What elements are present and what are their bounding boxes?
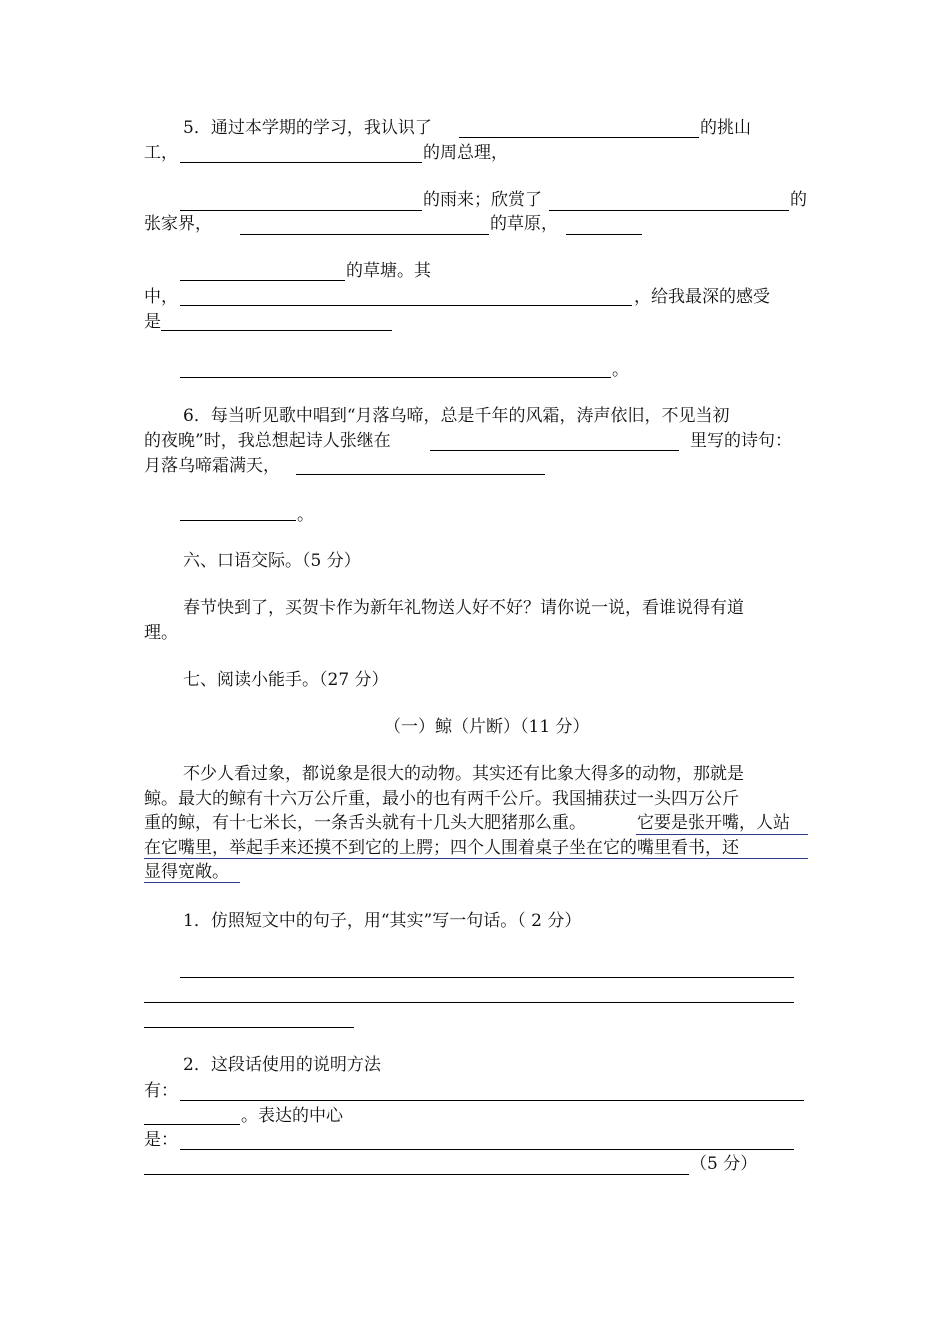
q6-line2-start: 的夜晚”时，我总想起诗人张继在 [144, 431, 391, 451]
section6-prompt-line1: 春节快到了，买贺卡作为新年礼物送人好不好？请你说一说，看谁说得有道 [183, 598, 744, 618]
q5-blank-8[interactable] [180, 305, 632, 306]
section6-prompt-line2: 理。 [144, 623, 178, 643]
passage-line3-b: 它要是张开嘴，人站 [637, 813, 790, 833]
passage-line2: 鲸。最大的鲸有十六万公斤重，最小的也有两千公斤。我国捕获过一头四万公斤 [144, 789, 739, 809]
q1-answer-line-1[interactable] [180, 977, 794, 978]
q6-blank-3[interactable] [180, 520, 296, 521]
reading-q2-line2-start: 有： [144, 1081, 178, 1101]
q6-line4-end: 。 [297, 505, 314, 525]
q1-answer-line-2[interactable] [144, 1002, 794, 1003]
q2-blank-1[interactable] [180, 1100, 804, 1101]
q5-blank-2[interactable] [180, 162, 422, 163]
q5-blank-7[interactable] [180, 280, 345, 281]
section7-heading: 七、阅读小能手。（27 分） [183, 670, 389, 690]
q5-blank-10[interactable] [180, 377, 611, 378]
q5-line2-end: 的周总理， [423, 143, 508, 163]
q6-line1: 6．每当听见歌中唱到“月落乌啼，总是千年的风霜，涛声依旧，不见当初 [183, 406, 730, 426]
passage-line5: 显得宽敞。 [144, 862, 229, 882]
reading-q1: 1．仿照短文中的句子，用“其实”写一句话。（ 2 分） [183, 911, 582, 931]
q5-line4-start: 张家界， [144, 214, 212, 234]
q5-blank-4[interactable] [549, 210, 789, 211]
section6-heading: 六、口语交际。（5 分） [183, 551, 361, 571]
q2-blank-4[interactable] [144, 1174, 689, 1175]
passage-line4: 在它嘴里，举起手来还摸不到它的上腭；四个人围着桌子坐在它的嘴里看书，还 [144, 838, 739, 858]
q5-line1-text: 5．通过本学期的学习，我认识了 [183, 118, 432, 138]
q5-line4-mid: 的草原， [490, 214, 558, 234]
reading-q2-line1: 2．这段话使用的说明方法 [183, 1055, 381, 1075]
passage-title: （一）鲸（片断）（11 分） [384, 717, 590, 737]
q5-blank-6[interactable] [566, 234, 642, 235]
q5-blank-9[interactable] [161, 330, 392, 331]
q2-blank-3[interactable] [180, 1149, 794, 1150]
q5-line5-end: 的草塘。其 [346, 261, 431, 281]
passage-line1: 不少人看过象，都说象是很大的动物。其实还有比象大得多的动物，那就是 [183, 764, 744, 784]
q5-blank-3[interactable] [180, 210, 422, 211]
q5-line6-end: ，给我最深的感受 [634, 287, 770, 307]
q5-blank-5[interactable] [240, 234, 489, 235]
q6-blank-1[interactable] [430, 450, 679, 451]
q5-line6-start: 中， [144, 287, 178, 307]
passage-line3-a: 重的鲸，有十七米长，一条舌头就有十几头大肥猪那么重。 [144, 813, 586, 833]
q6-line2-end: 里写的诗句： [690, 431, 792, 451]
q6-blank-2[interactable] [296, 474, 545, 475]
q5-blank-1[interactable] [459, 137, 699, 138]
q6-line3-start: 月落乌啼霜满天， [144, 456, 280, 476]
q5-line3-mid: 的雨来；欣赏了 [423, 190, 542, 210]
reading-q2-line3-end: 。表达的中心 [241, 1106, 343, 1126]
passage-underline-2 [144, 858, 808, 859]
reading-q2-line4-start: 是： [144, 1130, 178, 1150]
passage-underline-1 [636, 834, 808, 835]
q5-line7-start: 是 [144, 312, 161, 332]
q5-line3-end: 的 [790, 190, 807, 210]
q5-line8-end: 。 [612, 360, 629, 380]
q5-line2-start: 工， [144, 143, 178, 163]
q1-answer-line-3[interactable] [144, 1027, 354, 1028]
passage-underline-3 [144, 882, 240, 883]
reading-q2-score: （5 分） [690, 1154, 758, 1174]
q2-blank-2[interactable] [144, 1124, 240, 1125]
q5-line1-end: 的挑山 [700, 118, 751, 138]
